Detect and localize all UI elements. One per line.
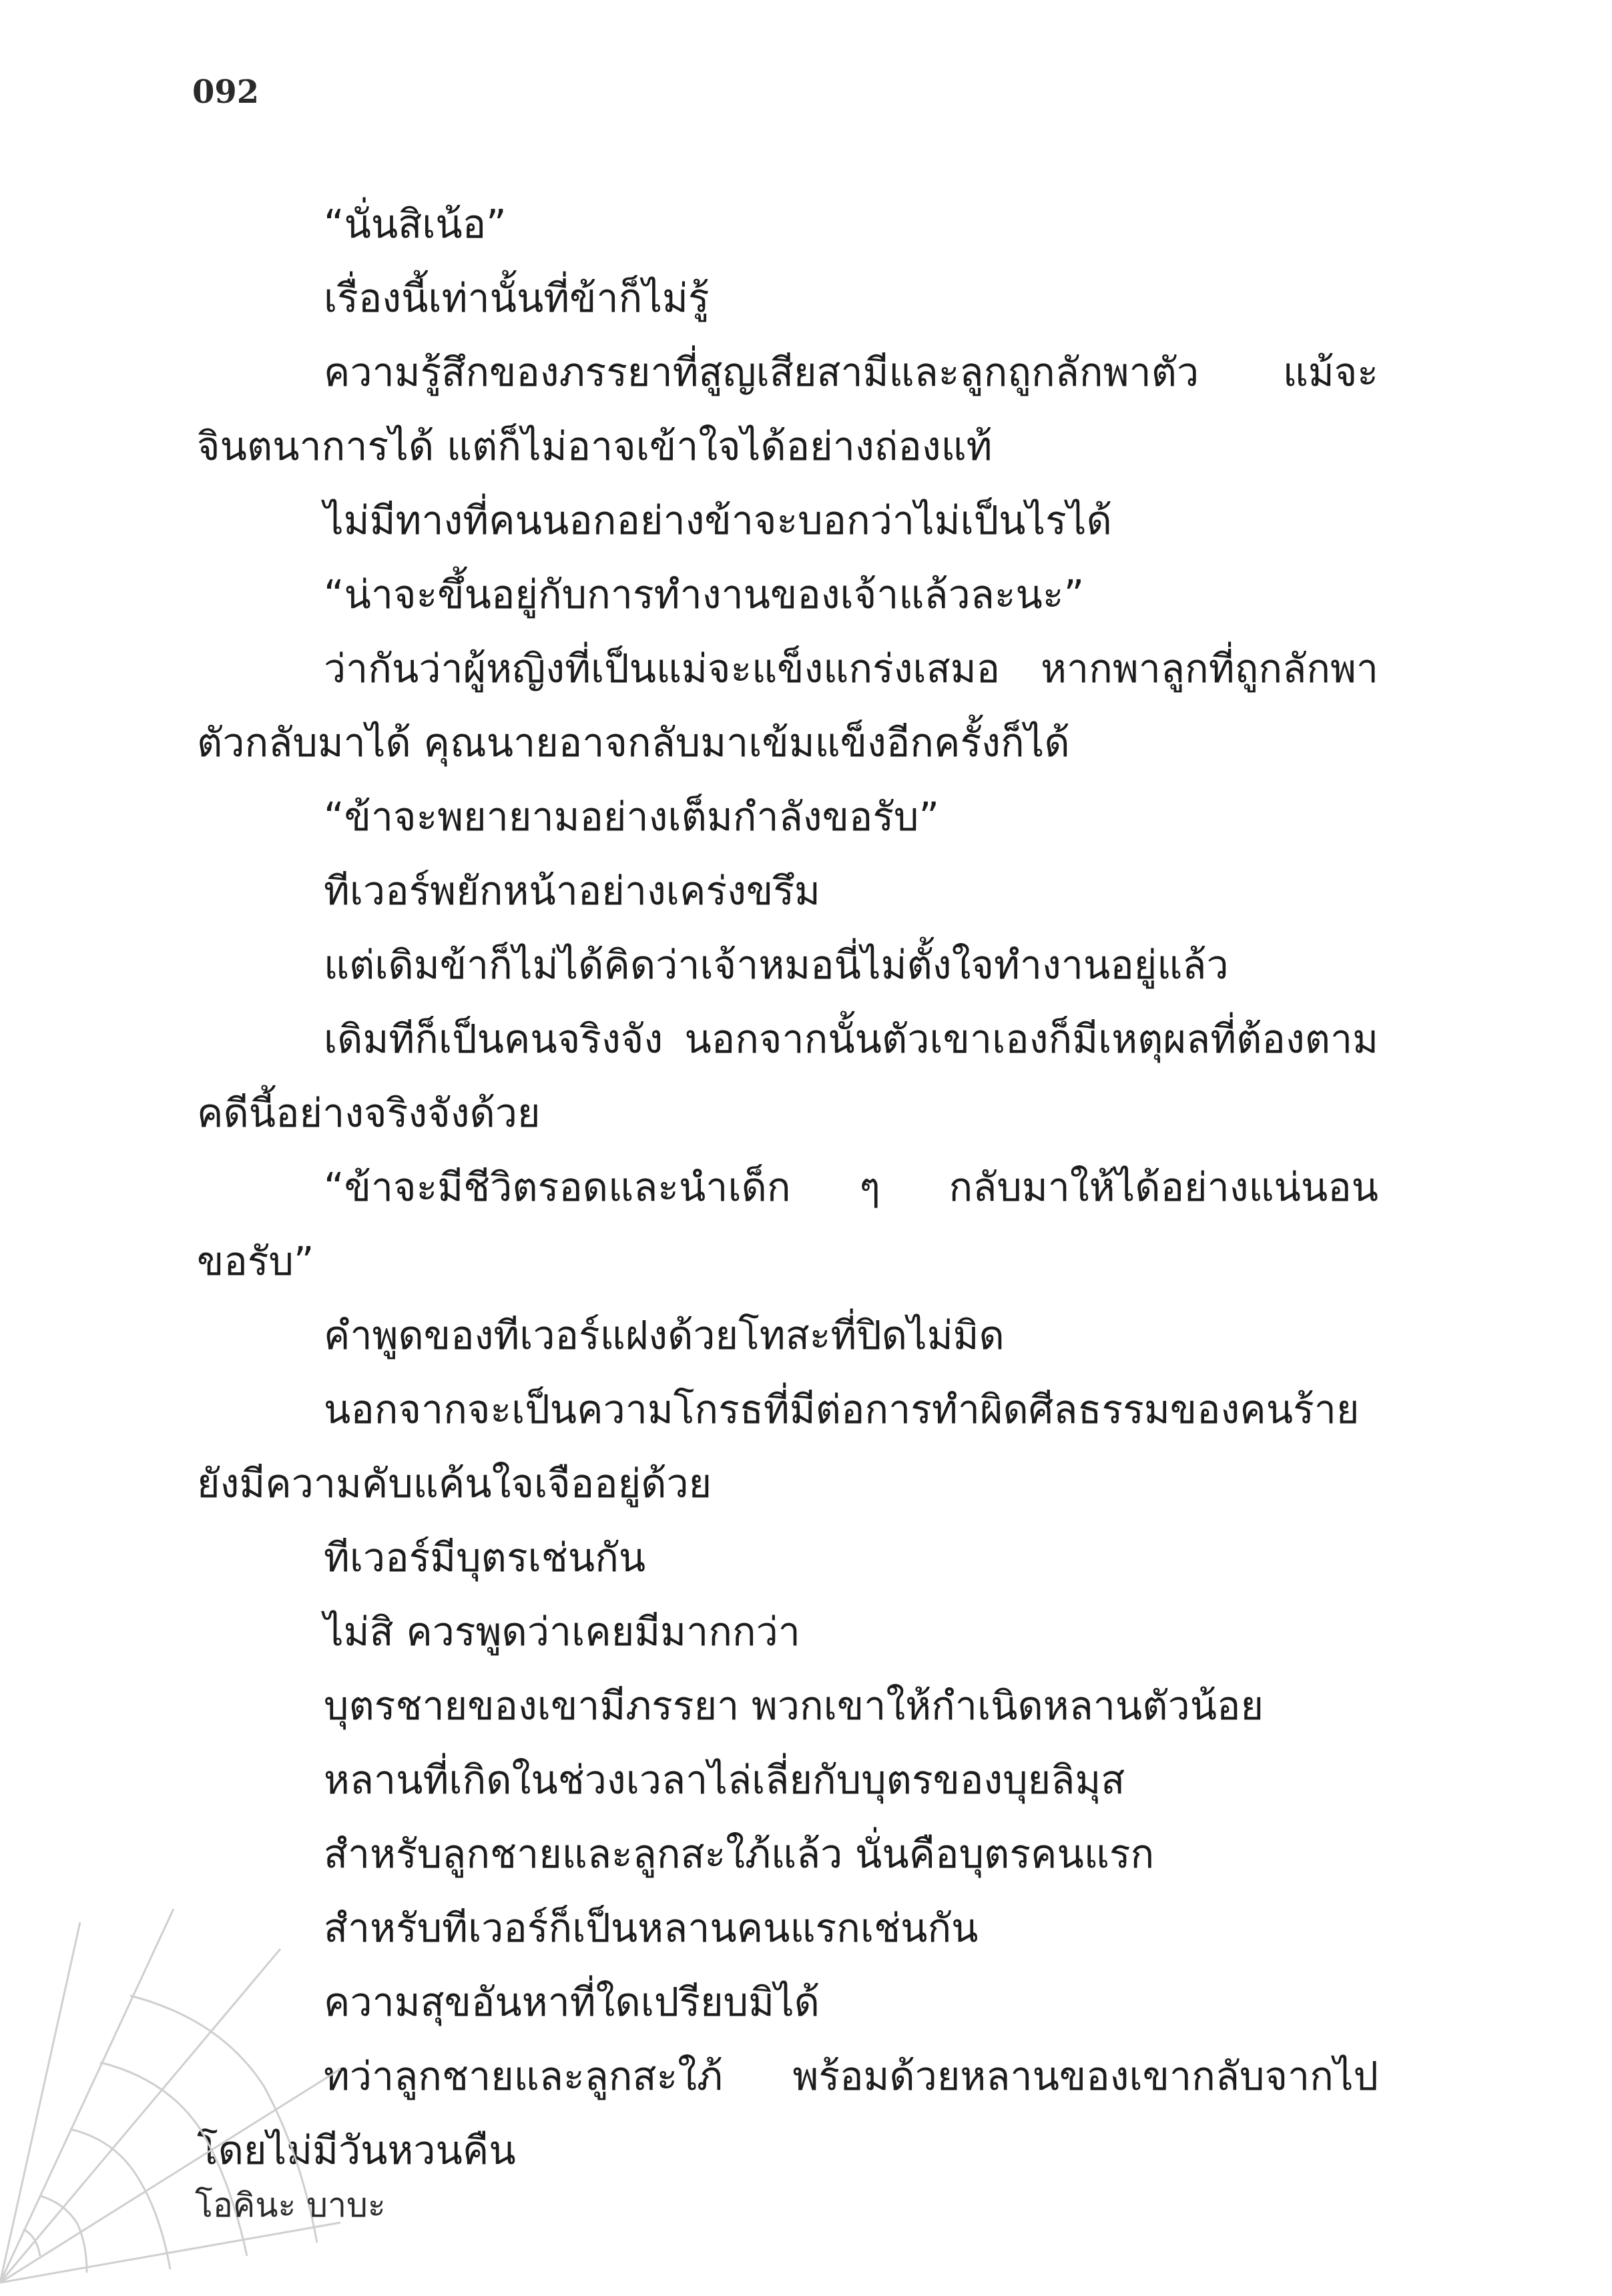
page-number: 092 <box>192 73 260 111</box>
paragraph: “ข้าจะมีชีวิตรอดและนำเด็ก ๆ กลับมาให้ได้อย่างแน่นอนขอรับ” <box>197 1164 1378 1284</box>
paragraph: สำหรับลูกชายและลูกสะใภ้แล้ว นั่นคือบุตรคนแรก <box>324 1831 1155 1877</box>
paragraph: “นั่นสิเน้อ” <box>324 201 507 247</box>
paragraph: ไม่สิ ควรพูดว่าเคยมีมากกว่า <box>324 1609 800 1655</box>
paragraph: ทว่าลูกชายและลูกสะใภ้ พร้อมด้วยหลานของเขากลับจากไปโดยไม่มีวันหวนคืน <box>197 2053 1378 2173</box>
paragraph: บุตรชายของเขามีภรรยา พวกเขาให้กำเนิดหลานตัวน้อย <box>324 1683 1264 1729</box>
paragraph: เรื่องนี้เท่านั้นที่ข้าก็ไม่รู้ <box>324 275 710 321</box>
paragraph: เดิมทีก็เป็นคนจริงจัง นอกจากนั้นตัวเขาเองก็มีเหตุผลที่ต้องตามคดีนี้อย่างจริงจังด้วย <box>197 1016 1378 1136</box>
paragraph: ไม่มีทางที่คนนอกอย่างข้าจะบอกว่าไม่เป็นไรได้ <box>324 497 1112 543</box>
paragraph: ทีเวอร์มีบุตรเช่นกัน <box>324 1534 646 1581</box>
paragraph: แต่เดิมข้าก็ไม่ได้คิดว่าเจ้าหมอนี่ไม่ตั้งใจทำงานอยู่แล้ว <box>324 942 1229 988</box>
paragraph: “น่าจะขึ้นอยู่กับการทำงานของเจ้าแล้วละนะ” <box>324 571 1085 617</box>
paragraph: หลานที่เกิดในช่วงเวลาไล่เลี่ยกับบุตรของบุยลิมุส <box>324 1757 1125 1803</box>
paragraph: “ข้าจะพยายามอย่างเต็มกำลังขอรับ” <box>324 794 940 840</box>
paragraph: นอกจากจะเป็นความโกรธที่มีต่อการทำผิดศีลธรรมของคนร้าย ยังมีความคับแค้นใจเจืออยู่ด้วย <box>197 1386 1360 1506</box>
paragraph: ความรู้สึกของภรรยาที่สูญเสียสามีและลูกถูกลักพาตัว แม้จะจินตนาการได้ แต่ก็ไม่อาจเข้าใจได้อย่างถ่องแท้ <box>197 349 1378 469</box>
paragraph: ทีเวอร์พยักหน้าอย่างเคร่งขรึม <box>324 868 820 914</box>
footer-title: โอคินะ บาบะ <box>195 2186 386 2225</box>
paragraph: ว่ากันว่าผู้หญิงที่เป็นแม่จะแข็งแกร่งเสมอ หากพาลูกที่ถูกลักพาตัวกลับมาได้ คุณนายอาจกลับมาเข้มแข็งอีกครั้งก็ได้ <box>197 645 1378 766</box>
spider-web-decoration <box>0 1909 347 2296</box>
paragraph: ความสุขอันหาที่ใดเปรียบมิได้ <box>324 1979 820 2025</box>
body-text <box>197 187 1378 2187</box>
paragraph: คำพูดของทีเวอร์แฝงด้วยโทสะที่ปิดไม่มิด <box>324 1312 1005 1358</box>
paragraph: สำหรับทีเวอร์ก็เป็นหลานคนแรกเช่นกัน <box>324 1905 979 1951</box>
